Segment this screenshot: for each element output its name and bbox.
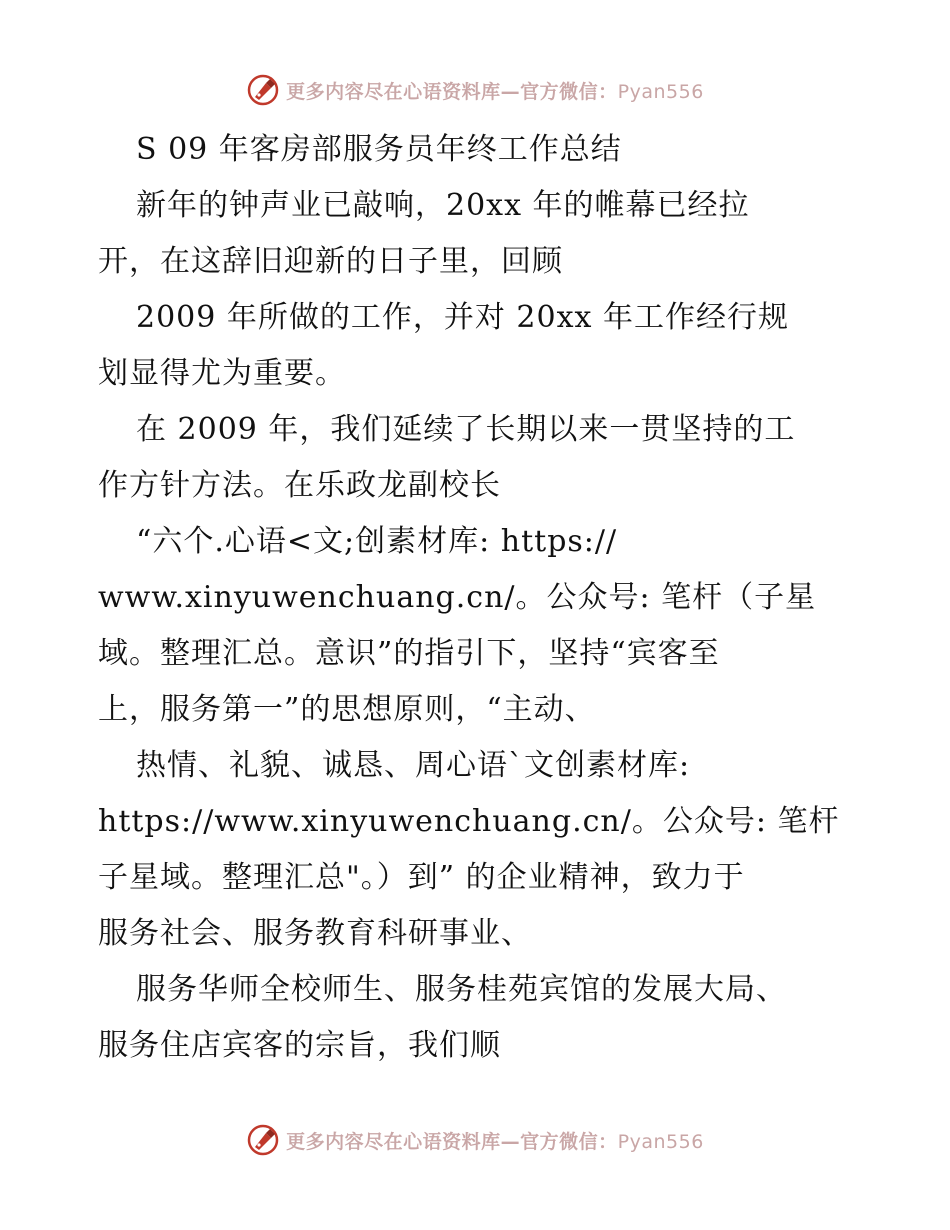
- pen-nib-logo-icon: [246, 73, 280, 107]
- text-line: 划显得尤为重要。: [98, 356, 346, 391]
- text-line: 上，服务第一”的思想原则，“主动、: [98, 692, 596, 727]
- footer-banner-text: 更多内容尽在心语资料库—官方微信：Pyan556: [286, 1130, 704, 1153]
- text-line: 在 2009 年，我们延续了长期以来一贯坚持的工: [136, 412, 796, 447]
- text-line: 热情、礼貌、诚恳、周心语`文创素材库:: [136, 748, 691, 783]
- document-body: [98, 122, 858, 1074]
- text-line: 服务社会、服务教育科研事业、: [98, 916, 532, 951]
- text-line: 服务住店宾客的宗旨，我们顺: [98, 1028, 501, 1063]
- footer-wechat-id: Pyan556: [617, 1130, 704, 1153]
- pen-nib-logo-icon: [246, 1123, 280, 1157]
- text-line: www.xinyuwenchuang.cn/。公众号: 笔杆（子星: [98, 580, 817, 615]
- text-line: 子星域。整理汇总"。）到” 的企业精神，致力于: [98, 860, 745, 895]
- header-banner-inner: [246, 73, 704, 107]
- text-line: 2009 年所做的工作，并对 20xx 年工作经行规: [136, 300, 789, 335]
- text-line: 开，在这辞旧迎新的日子里，回顾: [98, 244, 563, 279]
- footer-banner: [0, 1120, 950, 1160]
- text-line: S 09 年客房部服务员年终工作总结: [136, 132, 622, 167]
- text-line: “六个.心语<文;创素材库: https://: [136, 524, 618, 559]
- footer-banner-inner: [246, 1123, 704, 1157]
- header-banner-text: 更多内容尽在心语资料库—官方微信：Pyan556: [286, 80, 704, 103]
- text-line: 域。整理汇总。意识”的指引下，坚持“宾客至: [98, 636, 720, 671]
- text-line: 服务华师全校师生、服务桂苑宾馆的发展大局、: [136, 972, 787, 1007]
- header-banner: [0, 70, 950, 110]
- header-wechat-id: Pyan556: [617, 80, 704, 103]
- text-line: 新年的钟声业已敲响，20xx 年的帷幕已经拉: [136, 188, 750, 223]
- text-line: 作方针方法。在乐政龙副校长: [98, 468, 501, 503]
- text-line: https://www.xinyuwenchuang.cn/。公众号: 笔杆: [98, 804, 840, 839]
